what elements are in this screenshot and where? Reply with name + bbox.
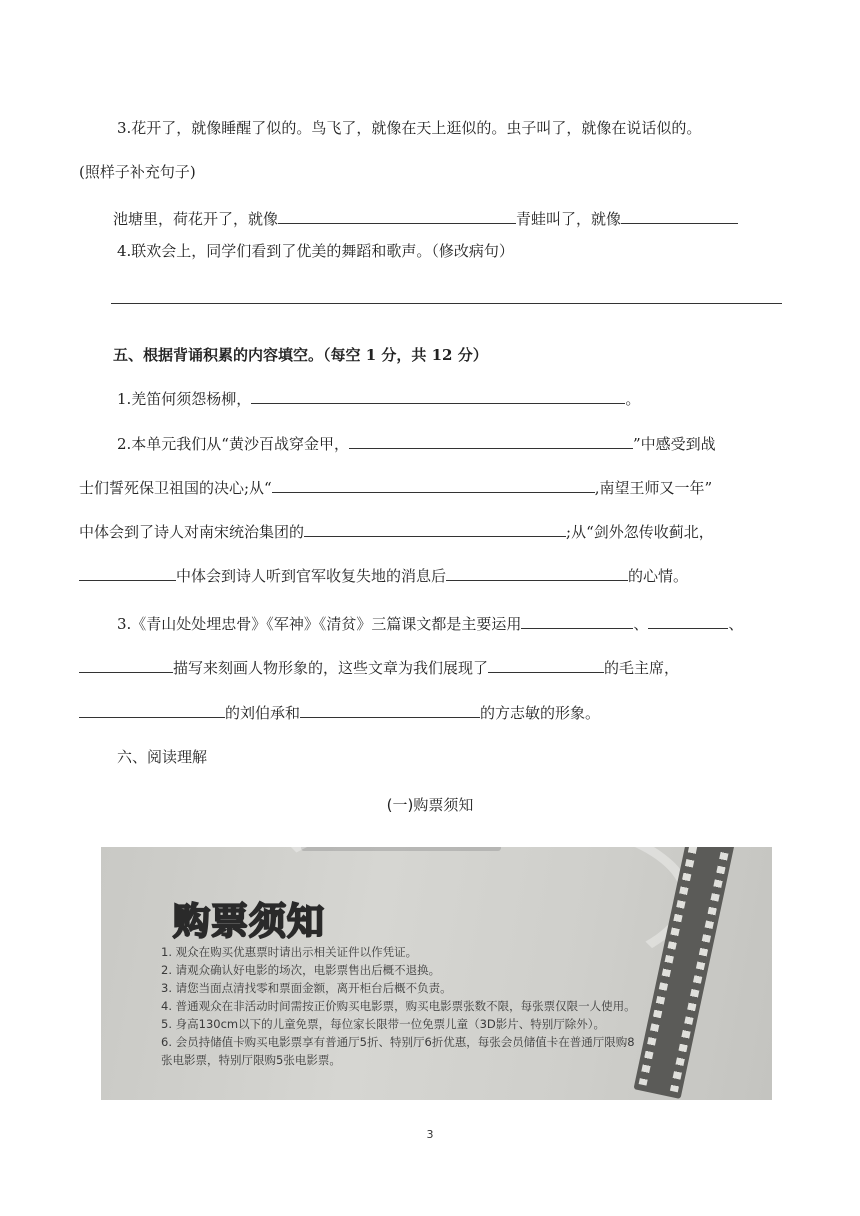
answer-blank[interactable] bbox=[446, 566, 628, 581]
answer-blank[interactable] bbox=[251, 389, 625, 404]
q3-line3-text-b: 青蛙叫了，就像 bbox=[516, 210, 622, 228]
s5-q3-line1-text-c: 、 bbox=[728, 615, 744, 633]
s5-q2-line4-text-b: 的心情。 bbox=[628, 567, 689, 585]
s5-q2-line4 bbox=[79, 566, 688, 586]
s5-q2-line3 bbox=[79, 522, 714, 542]
s5-q2-line4-text-a: 中体会到诗人听到官军收复失地的消息后 bbox=[176, 567, 447, 585]
poster-rule: 3. 请您当面点清找零和票面金额，离开柜台后概不负责。 bbox=[161, 981, 452, 995]
answer-blank[interactable] bbox=[79, 658, 173, 673]
answer-blank[interactable] bbox=[488, 658, 604, 673]
s5-q2-line1-text-b: ”中感受到战 bbox=[632, 435, 716, 453]
q3-line1: 3.花开了，就像睡醒了似的。鸟飞了，就像在天上逛似的。虫子叫了，就像在说话似的。 bbox=[117, 119, 702, 137]
ticket-notice-photo bbox=[101, 847, 772, 1100]
answer-blank[interactable] bbox=[304, 522, 566, 537]
s5-q1-text-a: 1.羌笛何须怨杨柳， bbox=[117, 390, 252, 408]
answer-blank[interactable] bbox=[79, 703, 225, 718]
s5-q3-line3 bbox=[79, 703, 600, 723]
s5-q2-line3-text-b: ;从“剑外忽传收蓟北， bbox=[566, 523, 714, 541]
poster-rule: 4. 普通观众在非活动时间需按正价购买电影票，购买电影票张数不限，每张票仅限一人使用。 bbox=[161, 999, 636, 1013]
answer-blank[interactable] bbox=[621, 209, 738, 224]
s5-q2-line2-text-a: 士们誓死保卫祖国的决心;从“ bbox=[79, 479, 272, 497]
q3-line3 bbox=[113, 209, 738, 229]
s5-q3-line3-text-a: 的刘伯承和 bbox=[225, 704, 301, 722]
page-number: 3 bbox=[426, 1128, 434, 1141]
s5-q3-line1-text-a: 3.《青山处处埋忠骨》《军神》《清贫》三篇课文都是主要运用 bbox=[117, 615, 522, 633]
poster-rule: 6. 会员持储值卡购买电影票享有普通厅5折、特别厅6折优惠，每张会员储值卡在普通厅限购8 bbox=[161, 1035, 635, 1049]
s5-q2-line2-text-b: ,南望王师又一年” bbox=[594, 479, 713, 497]
poster-rules bbox=[161, 943, 636, 1069]
answer-line[interactable] bbox=[111, 303, 782, 304]
section6-heading: 六、阅读理解 bbox=[117, 748, 208, 766]
answer-blank[interactable] bbox=[272, 478, 595, 493]
section6-subheading-text: (一)购票须知 bbox=[386, 796, 474, 814]
answer-blank[interactable] bbox=[79, 566, 176, 581]
answer-blank[interactable] bbox=[648, 614, 728, 629]
answer-blank[interactable] bbox=[300, 703, 480, 718]
s5-q3-line3-text-b: 的方志敏的形象。 bbox=[480, 704, 601, 722]
s5-q3-line2-text-a: 描写来刻画人物形象的，这些文章为我们展现了 bbox=[173, 659, 489, 677]
q3-line3-text-a: 池塘里，荷花开了，就像 bbox=[113, 210, 279, 228]
s5-q3-line2 bbox=[79, 658, 679, 678]
poster-rule: 2. 请观众确认好电影的场次，电影票售出后概不退换。 bbox=[161, 963, 441, 977]
s5-q3-line2-text-b: 的毛主席， bbox=[604, 659, 680, 677]
s5-q2-line1-text-a: 2.本单元我们从“黄沙百战穿金甲， bbox=[117, 435, 349, 453]
s5-q2-line3-text-a: 中体会到了诗人对南宋统治集团的 bbox=[79, 523, 305, 541]
s5-q3-line1 bbox=[117, 614, 743, 634]
q3-line2: (照样子补充句子) bbox=[79, 163, 196, 181]
answer-blank[interactable] bbox=[349, 434, 633, 449]
poster-rule: 5. 身高130cm以下的儿童免票，每位家长限带一位免票儿童（3D影片、特别厅除外）。 bbox=[161, 1017, 606, 1031]
q4-line1: 4.联欢会上，同学们看到了优美的舞蹈和歌声。（修改病句） bbox=[117, 242, 514, 260]
s5-q3-line1-text-b: 、 bbox=[633, 615, 649, 633]
section6-subheading bbox=[0, 795, 860, 815]
answer-blank[interactable] bbox=[278, 209, 516, 224]
s5-q2-line2 bbox=[79, 478, 712, 498]
s5-q1-text-b: 。 bbox=[625, 390, 641, 408]
s5-q2-line1 bbox=[117, 434, 716, 454]
poster-title: 购票须知 bbox=[173, 900, 325, 943]
s5-q1 bbox=[117, 389, 640, 409]
section5-heading: 五、根据背诵积累的内容填空。（每空 1 分，共 12 分） bbox=[113, 346, 488, 364]
poster-rule: 1. 观众在购买优惠票时请出示相关证件以作凭证。 bbox=[161, 945, 418, 959]
answer-blank[interactable] bbox=[521, 614, 633, 629]
poster-rule: 张电影票，特别厅限购5张电影票。 bbox=[161, 1053, 341, 1067]
